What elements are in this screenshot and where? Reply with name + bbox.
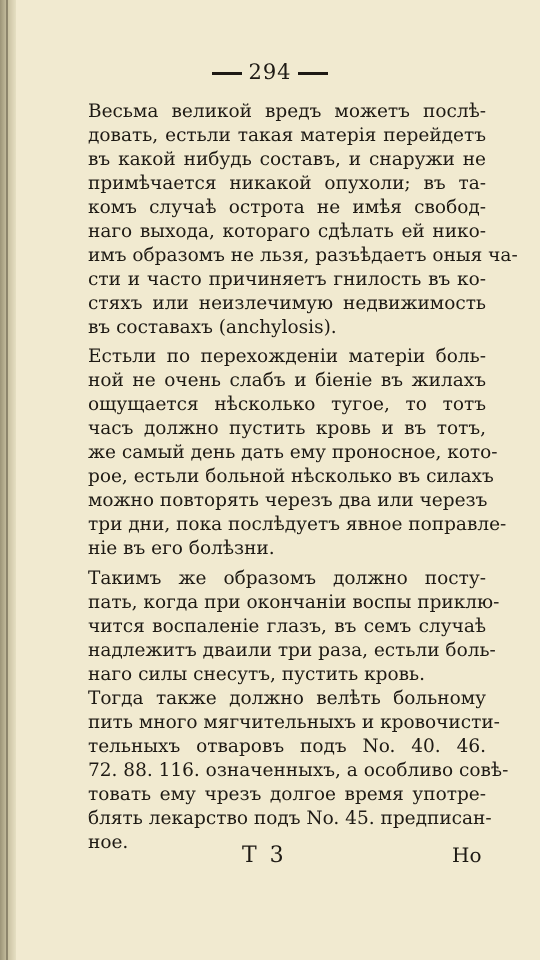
text-line: же самый день дать ему проносное, кото-	[88, 442, 498, 463]
text-line: 72. 88. 116. означенныхъ, а особливо совѣ-	[88, 760, 509, 781]
text-line: пить много мягчительныхъ и кровочисти-	[88, 712, 500, 733]
text-line: Такимъ же образомъ должно посту-	[88, 568, 486, 589]
text-line: можно повторять черезъ два или черезъ	[88, 490, 488, 511]
text-line: рое, естьли больной нѣсколько въ силахъ	[88, 466, 494, 487]
catchword: Но	[452, 843, 482, 867]
signature-mark: Т 3	[242, 843, 287, 868]
text-line: ніе въ его болѣзни.	[88, 538, 275, 559]
text-line: наго силы снесутъ, пустить кровь.	[88, 664, 426, 685]
text-line: имъ образомъ не льзя, разъѣдаетъ оныя ча-	[88, 245, 518, 266]
header-dash-left	[212, 72, 242, 75]
text-line: три дни, пока послѣдуетъ явное поправле-	[88, 514, 507, 535]
text-line: ное.	[88, 832, 129, 853]
text-line: пать, когда при окончаніи воспы приклю-	[88, 592, 500, 613]
binding-shadow	[6, 0, 8, 960]
text-line: ной не очень слабъ и біеніе въ жилахъ	[88, 370, 486, 391]
page-number: 294	[248, 60, 292, 84]
text-line: въ составахъ (anchylosis).	[88, 317, 337, 338]
text-line: ощущается нѣсколько тугое, то тотъ	[88, 394, 486, 415]
text-line: комъ случаѣ острота не имѣя свобод-	[88, 197, 486, 218]
page-header	[0, 60, 540, 84]
text-line: товать ему чрезъ долгое время употре-	[88, 784, 486, 805]
text-line: часъ должно пустить кровь и въ тотъ,	[88, 418, 486, 439]
page-gutter	[0, 0, 16, 960]
text-line: наго выхода, котораго сдѣлать ей нико-	[88, 221, 486, 242]
text-line: чится воспаленіе глазъ, въ семъ случаѣ	[88, 616, 486, 637]
text-line: надлежитъ дваили три раза, естьли боль-	[88, 640, 496, 661]
text-line: Тогда также должно велѣть больному	[88, 688, 486, 709]
text-line: довать, естьли такая матерія перейдетъ	[88, 125, 486, 146]
text-line: блять лекарство подъ No. 45. предписан-	[88, 808, 492, 829]
text-line: примѣчается никакой опухоли; въ та-	[88, 173, 486, 194]
text-line: въ какой нибудь составъ, и снаружи не	[88, 149, 486, 170]
text-line: Естьли по перехожденіи матеріи боль-	[88, 346, 486, 367]
text-line: стяхъ или неизлечимую недвижимость	[88, 293, 486, 314]
header-dash-right	[298, 72, 328, 75]
text-line: Весьма великой вредъ можетъ послѣ-	[88, 101, 486, 122]
text-line: тельныхъ отваровъ подъ No. 40. 46.	[88, 736, 486, 757]
text-line: сти и часто причиняетъ гнилость въ ко-	[88, 269, 486, 290]
